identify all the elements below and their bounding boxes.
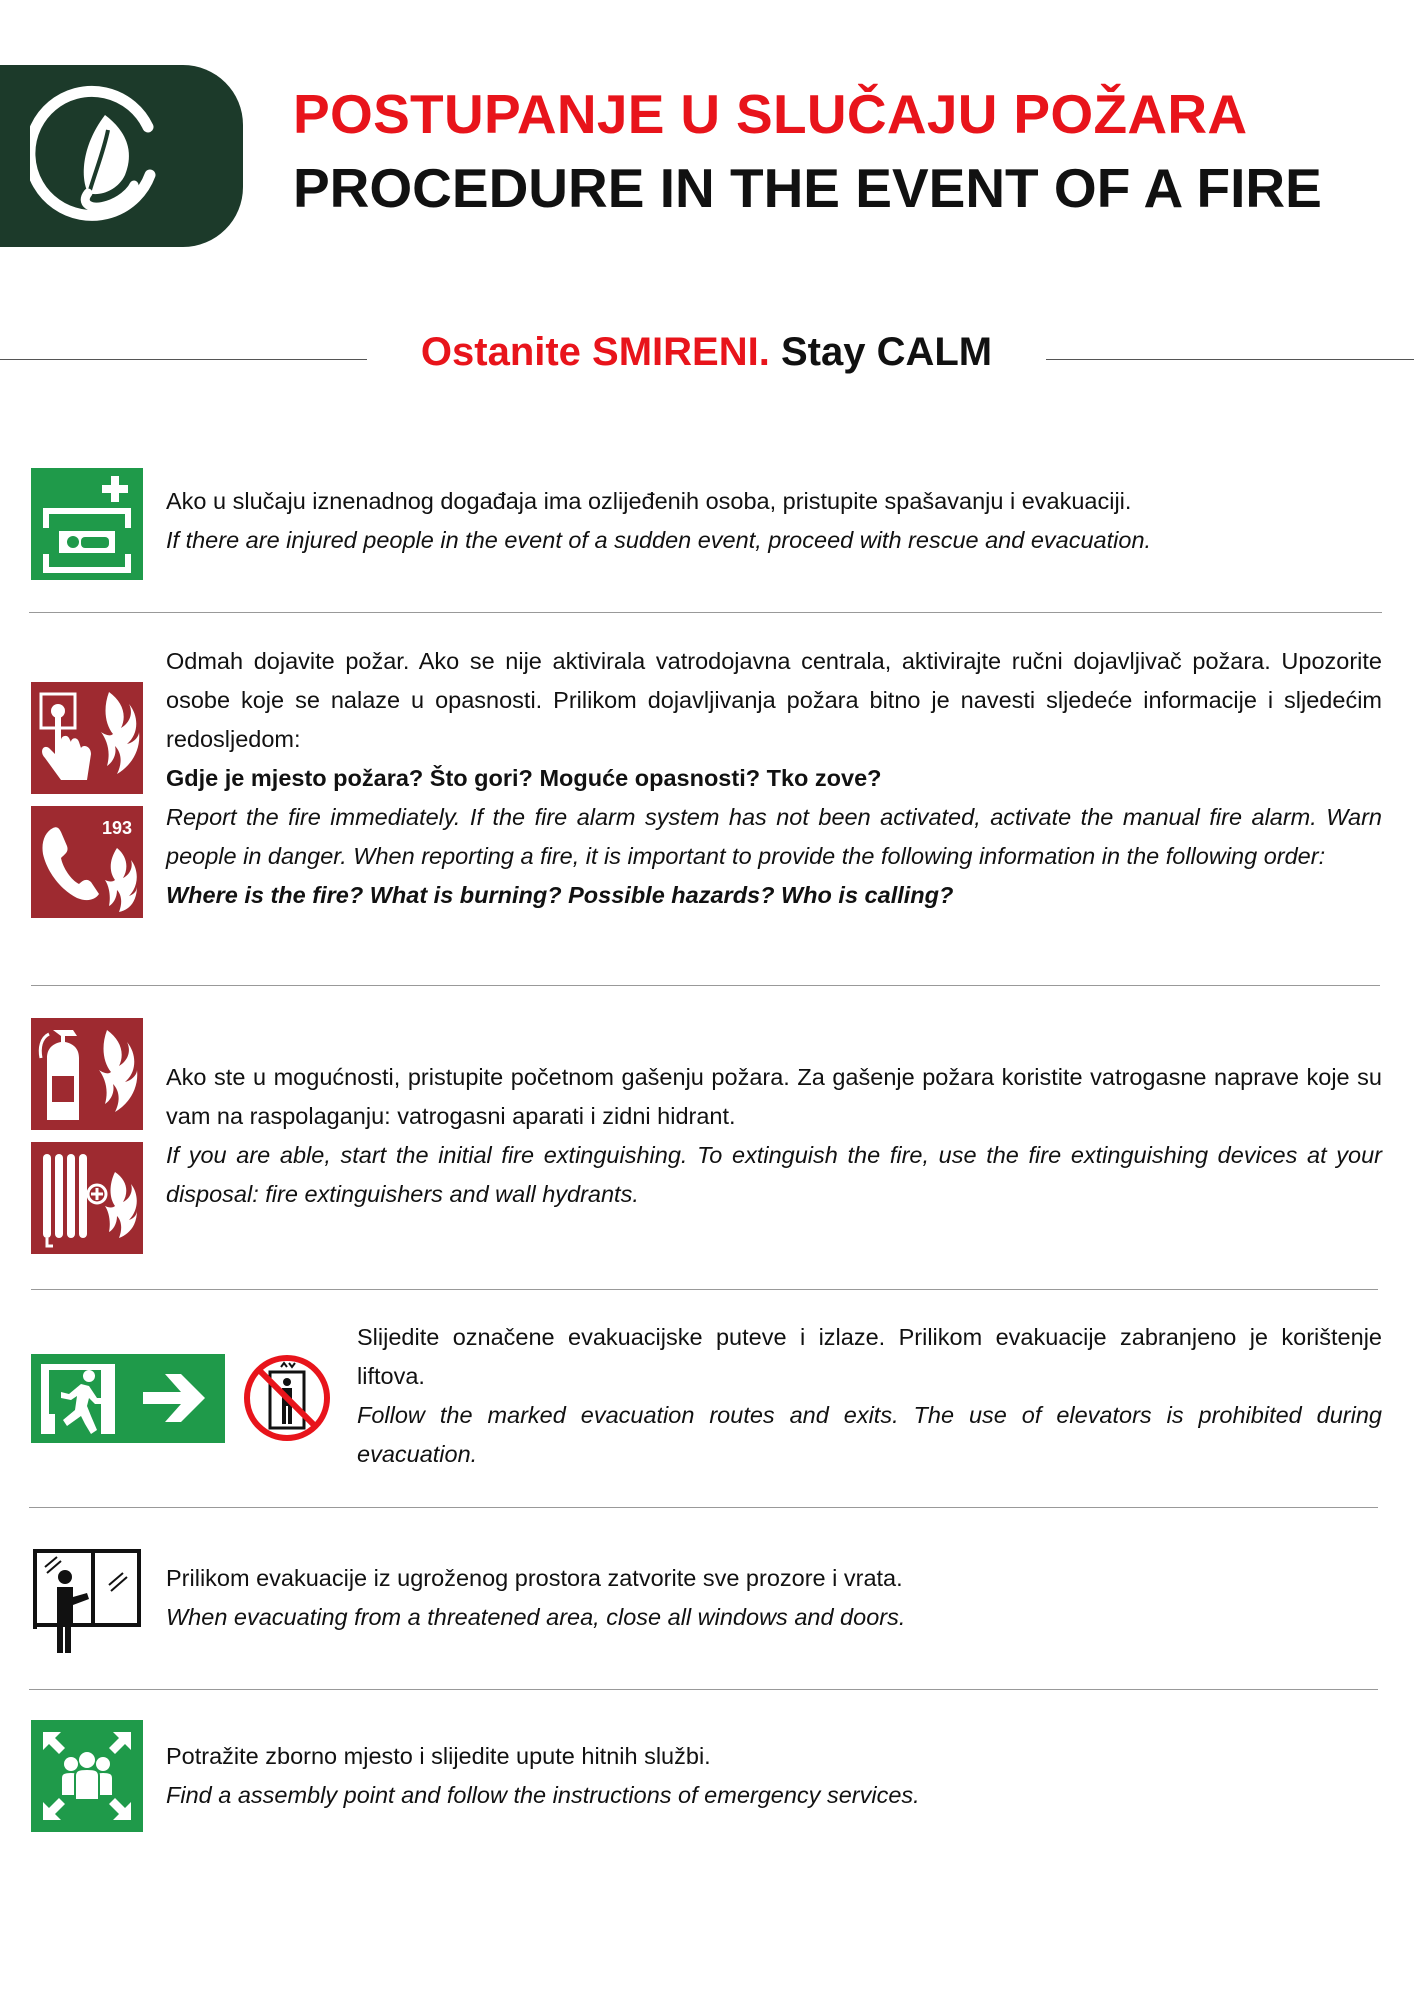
section-text-local: Ako ste u mogućnosti, pristupite početnom gašenju požara. Za gašenje požara koristite vatrogasne naprave koje su vam na raspolaganju: vatrogasni aparati i zidni hidrant.	[166, 1064, 1382, 1129]
section-text-local: Prilikom evakuacije iz ugroženog prostora zatvorite sve prozore i vrata.	[166, 1565, 903, 1591]
no-elevator-icon	[243, 1354, 331, 1442]
stay-calm-heading	[367, 330, 1046, 375]
leaf-logo-icon	[30, 85, 180, 225]
section-report-fire	[166, 642, 1382, 915]
divider	[29, 612, 1382, 613]
fire-alarm-button-icon	[31, 682, 143, 794]
divider	[31, 985, 1380, 986]
divider	[29, 1507, 1378, 1508]
first-aid-stretcher-icon	[31, 468, 143, 580]
fire-hose-icon	[31, 1142, 143, 1254]
page-title-local: POSTUPANJE U SLUČAJU POŽARA	[293, 83, 1248, 145]
assembly-point-icon	[31, 1720, 143, 1832]
divider	[29, 1689, 1378, 1690]
section-extinguish	[166, 1058, 1382, 1214]
section-text-local: Potražite zborno mjesto i slijedite upute hitnih službi.	[166, 1743, 711, 1769]
divider	[31, 1289, 1378, 1290]
section-text-local: Odmah dojavite požar. Ako se nije aktivirala vatrodojavna centrala, aktivirajte ručni dojavljivač požara. Upozorite osobe koje se nalaze u opasnosti. Prilikom dojavljivanja požara bitno je navesti sljedeće informacije i sljedećim redosljedom:	[166, 648, 1382, 752]
section-close-windows	[166, 1559, 1382, 1637]
page-title-english: PROCEDURE IN THE EVENT OF A FIRE	[293, 157, 1322, 219]
section-text-english: When evacuating from a threatened area, close all windows and doors.	[166, 1604, 906, 1630]
section-evacuation-routes	[357, 1318, 1382, 1474]
divider	[1046, 359, 1414, 360]
section-questions-english: Where is the fire? What is burning? Possible hazards? Who is calling?	[166, 882, 954, 908]
section-text-english: If you are able, start the initial fire extinguishing. To extinguish the fire, use the fire extinguishing devices at your disposal: fire extinguishers and wall hydrants.	[166, 1142, 1382, 1207]
section-text-local: Slijedite označene evakuacijske puteve i izlaze. Prilikom evakuacije zabranjeno je korištenje liftova.	[357, 1324, 1382, 1389]
section-text-english: Find a assembly point and follow the instructions of emergency services.	[166, 1782, 920, 1808]
section-text-english: Report the fire immediately. If the fire alarm system has not been activated, activate the manual fire alarm. Warn people in danger. When reporting a fire, it is important to provide the following information in the following order:	[166, 804, 1382, 869]
section-assembly-point	[166, 1737, 1382, 1815]
fire-phone-icon	[31, 806, 143, 918]
section-questions-local: Gdje je mjesto požara? Što gori? Moguće opasnosti? Tko zove?	[166, 765, 882, 791]
section-text-english: Follow the marked evacuation routes and exits. The use of elevators is prohibited during evacuation.	[357, 1402, 1382, 1467]
section-text-local: Ako u slučaju iznenadnog događaja ima ozlijeđenih osoba, pristupite spašavanju i evakuaciji.	[166, 488, 1132, 514]
logo-banner	[0, 65, 243, 247]
divider	[0, 359, 367, 360]
section-injured	[166, 482, 1384, 560]
section-text-english: If there are injured people in the event of a sudden event, proceed with rescue and evacuation.	[166, 527, 1152, 553]
fire-extinguisher-icon	[31, 1018, 143, 1130]
emergency-exit-icon	[31, 1354, 225, 1443]
close-windows-icon	[31, 1543, 143, 1655]
stay-calm-local: Ostanite SMIRENI.	[420, 330, 770, 374]
stay-calm-english: Stay CALM	[780, 330, 993, 374]
phone-number: 193	[101, 818, 133, 838]
